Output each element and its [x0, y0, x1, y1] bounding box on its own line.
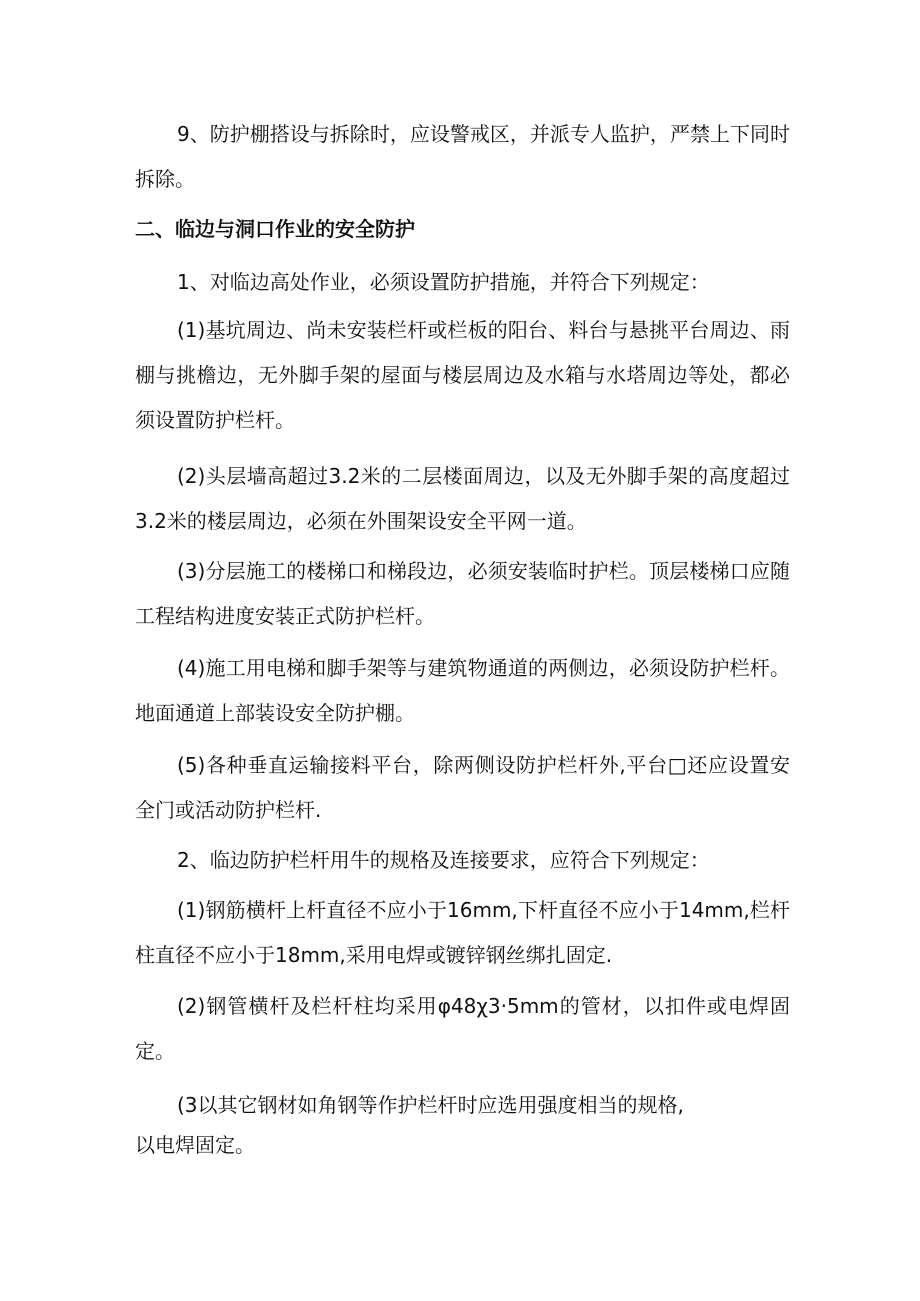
item-9-paragraph: 9、防护棚搭设与拆除时，应设警戒区，并派专人监护，严禁上下同时拆除。: [135, 122, 790, 191]
item-1-paragraph: 1、对临边高处作业，必须设置防护措施，并符合下列规定：: [177, 270, 710, 294]
item-2-2-paragraph: (2)钢管横杆及栏杆柱均采用φ48χ3·5mm的管材，以扣件或电焊固定。: [135, 994, 790, 1063]
item-1-1-paragraph: (1)基坑周边、尚未安装栏杆或栏板的阳台、料台与悬挑平台周边、雨棚与挑檐边，无外脚手架的屋面与楼层周边及水箱与水塔周边等处，都必须设置防护栏杆。: [135, 318, 790, 432]
item-2-3-line-1: (3以其它钢材如角钢等作护栏杆时应选用强度相当的规格,: [177, 1093, 684, 1117]
item-1-4-paragraph: (4)施工用电梯和脚手架等与建筑物通道的两侧边，必须设防护栏杆。地面通道上部装设安全防护棚。: [135, 656, 790, 725]
item-2-3-line-2: 以电焊固定。: [135, 1133, 255, 1157]
item-2-1-paragraph: (1)钢筋横杆上杆直径不应小于16mm,下杆直径不应小于14mm,栏杆柱直径不应小于18mm,采用电焊或镀锌钢丝绑扎固定.: [135, 898, 790, 967]
section-2-heading: 二、临边与洞口作业的安全防护: [135, 217, 415, 241]
item-2-paragraph: 2、临边防护栏杆用牛的规格及连接要求，应符合下列规定：: [177, 848, 710, 872]
item-1-5-paragraph: (5)各种垂直运输接料平台，除两侧设防护栏杆外,平台□还应设置安全门或活动防护栏杆.: [135, 753, 790, 822]
item-1-2-paragraph: (2)头层墙高超过3.2米的二层楼面周边，以及无外脚手架的高度超过3.2米的楼层周边，必须在外围架设安全平网一道。: [135, 464, 790, 533]
item-2-3-paragraph: [135, 1085, 790, 1165]
item-1-3-paragraph: (3)分层施工的楼梯口和梯段边，必须安装临时护栏。顶层楼梯口应随工程结构进度安装正式防护栏杆。: [135, 559, 790, 628]
